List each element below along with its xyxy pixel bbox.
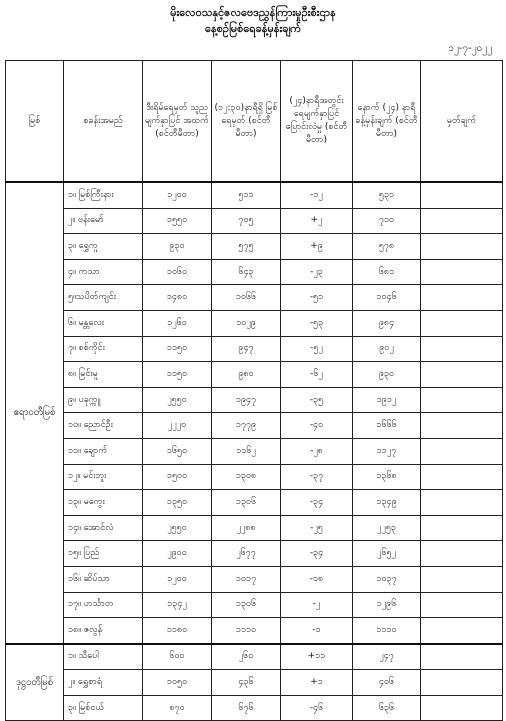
current-level-cell: ၅၁၁ [212, 182, 281, 208]
table-row [6, 387, 503, 413]
remarks-cell [421, 387, 503, 413]
remarks-cell [421, 515, 503, 541]
remarks-cell [421, 464, 503, 490]
forecast-cell: ၆၈၁ [353, 259, 421, 285]
current-level-cell: ၆၇၆ [212, 695, 281, 721]
forecast-cell: ၉၃၀ [353, 362, 421, 388]
current-level-cell: ၂၆၇၇ [212, 541, 281, 567]
current-level-cell: ၁၃၀၆ [212, 490, 281, 516]
table-row [6, 515, 503, 541]
forecast-cell: ၁၉၁၂ [353, 387, 421, 413]
remarks-cell [421, 208, 503, 234]
danger-level-cell: ၂၉၀၀ [143, 541, 212, 567]
station-cell: ၁၂။ မင်းဘူး [64, 464, 143, 490]
remarks-cell [421, 362, 503, 388]
change-cell: -၁၂ [281, 182, 353, 208]
change-cell: -၃၄ [281, 541, 353, 567]
change-cell: -၁၈ [281, 566, 353, 592]
change-cell: -၆၂ [281, 362, 353, 388]
danger-level-cell: ၁၂၆၀ [143, 310, 212, 336]
col-header-danger-level: ဒီးရိမ်ရေမှတ် သူညမျက်နှာပြင် အထက် (စင်တီမီတာ) [143, 61, 212, 183]
current-level-cell: ၄၃၆ [212, 670, 281, 696]
forecast-cell: ၂၄၇ [353, 644, 421, 670]
current-level-cell: ၉၈၀ [212, 362, 281, 388]
current-level-cell: ၂၆၀ [212, 644, 281, 670]
danger-level-cell: ၁၅၀၀ [143, 464, 212, 490]
table-row [6, 310, 503, 336]
current-level-cell: ၅၇၅ [212, 234, 281, 260]
forecast-cell: ၁၃၆၈ [353, 464, 421, 490]
current-level-cell: ၆၄၃ [212, 259, 281, 285]
change-cell: -၄၆ [281, 695, 353, 721]
table-body [6, 182, 503, 721]
col-header-current-level: (၁၂:၃၀)နာရီရှိ မြစ်ရေမှတ် (စင်တီမီတာ) [212, 61, 281, 183]
station-cell: ၁၃။ မကွေး [64, 490, 143, 516]
remarks-cell [421, 182, 503, 208]
station-cell: ၈။ မြင်းမူ [64, 362, 143, 388]
river-name-cell: ဒုဋ္ဌဝတီမြစ် [6, 644, 64, 721]
danger-level-cell: ၁၁၅၀ [143, 336, 212, 362]
forecast-cell: ၁၀၄၆ [353, 285, 421, 311]
danger-level-cell: ၁၆၅၀ [143, 438, 212, 464]
remarks-cell [421, 670, 503, 696]
forecast-cell: ၂၆၅၂ [353, 541, 421, 567]
table-row [6, 592, 503, 618]
station-cell: ၁၅။ ပြည် [64, 541, 143, 567]
change-cell: -၃၄ [281, 490, 353, 516]
table-row [6, 234, 503, 260]
forecast-cell: ၅၇၈ [353, 234, 421, 260]
table-row [6, 336, 503, 362]
station-cell: ၁။ မြစ်ကြီးနား [64, 182, 143, 208]
forecast-cell: ၅၃၁ [353, 182, 421, 208]
forecast-cell: ၁၁၁၀ [353, 618, 421, 644]
change-cell: -၂၃ [281, 259, 353, 285]
table-row [6, 490, 503, 516]
station-cell: ၁၈။ ဇလွန် [64, 618, 143, 644]
station-cell: ၃။ မြစ်ငယ် [64, 695, 143, 721]
report-date: ၁၂-၇-၂၀၂၂ [448, 43, 492, 54]
danger-level-cell: ၉၃၀ [143, 234, 212, 260]
station-cell: ၁၆။ ဆိပ်သာ [64, 566, 143, 592]
station-cell: ၁။ သီပေါ [64, 644, 143, 670]
table-row [6, 362, 503, 388]
danger-level-cell: ၆၀၀ [143, 644, 212, 670]
remarks-cell [421, 644, 503, 670]
change-cell: +၉ [281, 234, 353, 260]
remarks-cell [421, 234, 503, 260]
remarks-cell [421, 618, 503, 644]
current-level-cell: ၂၂၈၈ [212, 515, 281, 541]
danger-level-cell: ၁၁၈၀ [143, 618, 212, 644]
table-row [6, 618, 503, 644]
table-row [6, 208, 503, 234]
change-cell: -၅၃ [281, 310, 353, 336]
forecast-cell: ၆၃၆ [353, 695, 421, 721]
forecast-cell: ၉၈၄ [353, 310, 421, 336]
change-cell: -၂ [281, 592, 353, 618]
current-level-cell: ၁၉၄၇ [212, 387, 281, 413]
change-cell: -၅၁ [281, 285, 353, 311]
station-cell: ၃။ ရွှေကူ [64, 234, 143, 260]
station-cell: ၁၇။ ဟင်္သာတ [64, 592, 143, 618]
station-cell: ၆။ မန္တလေး [64, 310, 143, 336]
table-row [6, 285, 503, 311]
current-level-cell: ၇၀၅ [212, 208, 281, 234]
table-row [6, 182, 503, 208]
station-cell: ၂။ ဗန်းမော် [64, 208, 143, 234]
station-cell: ၄။ ကသာ [64, 259, 143, 285]
station-cell: ၁၄။ အောင်လံ [64, 515, 143, 541]
forecast-cell: ၉၀၂ [353, 336, 421, 362]
danger-level-cell: ၁၄၈၀ [143, 285, 212, 311]
change-cell: -၁ [281, 618, 353, 644]
table-row [6, 695, 503, 721]
current-level-cell: ၁၁၆၂ [212, 438, 281, 464]
col-header-remarks: မှတ်ချက် [421, 61, 503, 183]
forecast-cell: ၁၃၄၉ [353, 490, 421, 516]
remarks-cell [421, 592, 503, 618]
danger-level-cell: ၁၀၆၀ [143, 259, 212, 285]
change-cell: -၃၅ [281, 387, 353, 413]
danger-level-cell: ၂၅၅၀ [143, 515, 212, 541]
current-level-cell: ၁၃၀၆ [212, 592, 281, 618]
col-header-river: မြစ် [6, 61, 64, 183]
table-row [6, 464, 503, 490]
table-row [6, 670, 503, 696]
station-cell: ၅။သပိတ်ကျင်း [64, 285, 143, 311]
danger-level-cell: ၁၃၅၀ [143, 490, 212, 516]
change-cell: +၁ [281, 670, 353, 696]
change-cell: +၂ [281, 208, 353, 234]
remarks-cell [421, 336, 503, 362]
danger-level-cell: ၂၅၅၀ [143, 387, 212, 413]
danger-level-cell: ၈၇၀ [143, 695, 212, 721]
river-forecast-table [5, 60, 503, 721]
forecast-cell: ၁၆၆၆ [353, 413, 421, 439]
current-level-cell: ၁၇၇၉ [212, 413, 281, 439]
danger-level-cell: ၁၃၄၂ [143, 592, 212, 618]
table-row [6, 541, 503, 567]
col-header-forecast-24h: နောက် (၂၄) နာရီ ခန့်မှန်းချက် (စင်တီမီတာ) [353, 61, 421, 183]
table-row [6, 644, 503, 670]
forecast-cell: ၄၀၆ [353, 670, 421, 696]
station-cell: ၂။ ရွှေစာရံ [64, 670, 143, 696]
current-level-cell: ၁၀၆၆ [212, 285, 281, 311]
danger-level-cell: ၁၂၀၀ [143, 566, 212, 592]
report-subtitle: နေ့စဉ်မြစ်ရေခန့်မှန်းချက် [205, 22, 301, 35]
remarks-cell [421, 438, 503, 464]
station-cell: ၁၁။ ချောက် [64, 438, 143, 464]
current-level-cell: ၁၀၂၉ [212, 310, 281, 336]
change-cell: -၄၀ [281, 413, 353, 439]
report-title: မိုးလေဝသနှင့်ဇလဗေဒညွှန်ကြားမှုဦးစီးဌာန [170, 6, 336, 19]
forecast-cell: ၇၁၀ [353, 208, 421, 234]
forecast-cell: ၁၀၃၇ [353, 566, 421, 592]
current-level-cell: ၁၁၁၀ [212, 618, 281, 644]
current-level-cell: ၁၃၀၈ [212, 464, 281, 490]
change-cell: +၁၁ [281, 644, 353, 670]
table-row [6, 413, 503, 439]
forecast-cell: ၁၁၂၇ [353, 438, 421, 464]
danger-level-cell: ၁၁၅၀ [143, 362, 212, 388]
remarks-cell [421, 413, 503, 439]
table-header-row [6, 61, 503, 183]
change-cell: -၂၅ [281, 515, 353, 541]
remarks-cell [421, 285, 503, 311]
remarks-cell [421, 541, 503, 567]
forecast-cell: ၁၂၉၆ [353, 592, 421, 618]
col-header-change-24h: (၂၄)နာရီအတွင်း ရေမျက်နှာပြင် ပြောင်းလဲမှု (စင်တီမီတာ) [281, 61, 353, 183]
table-row [6, 566, 503, 592]
danger-level-cell: ၁၂၀၀ [143, 182, 212, 208]
change-cell: -၃၇ [281, 464, 353, 490]
table-row [6, 259, 503, 285]
river-name-cell: ဧရာဝတီမြစ် [6, 182, 64, 644]
current-level-cell: ၉၄၇ [212, 336, 281, 362]
station-cell: ၇။ စစ်ကိုင်း [64, 336, 143, 362]
station-cell: ၉။ ပခုက္ကူ [64, 387, 143, 413]
remarks-cell [421, 695, 503, 721]
current-level-cell: ၁၀၁၇ [212, 566, 281, 592]
change-cell: -၅၂ [281, 336, 353, 362]
col-header-station: စခန်းအမည် [64, 61, 143, 183]
danger-level-cell: ၂၂၂၀ [143, 413, 212, 439]
table-row [6, 438, 503, 464]
remarks-cell [421, 259, 503, 285]
change-cell: -၂၈ [281, 438, 353, 464]
station-cell: ၁၀။ ညောင်ဦး [64, 413, 143, 439]
remarks-cell [421, 310, 503, 336]
remarks-cell [421, 490, 503, 516]
danger-level-cell: ၁၀၅၀ [143, 670, 212, 696]
remarks-cell [421, 566, 503, 592]
forecast-cell: ၂၂၅၃ [353, 515, 421, 541]
danger-level-cell: ၁၅၅၀ [143, 208, 212, 234]
